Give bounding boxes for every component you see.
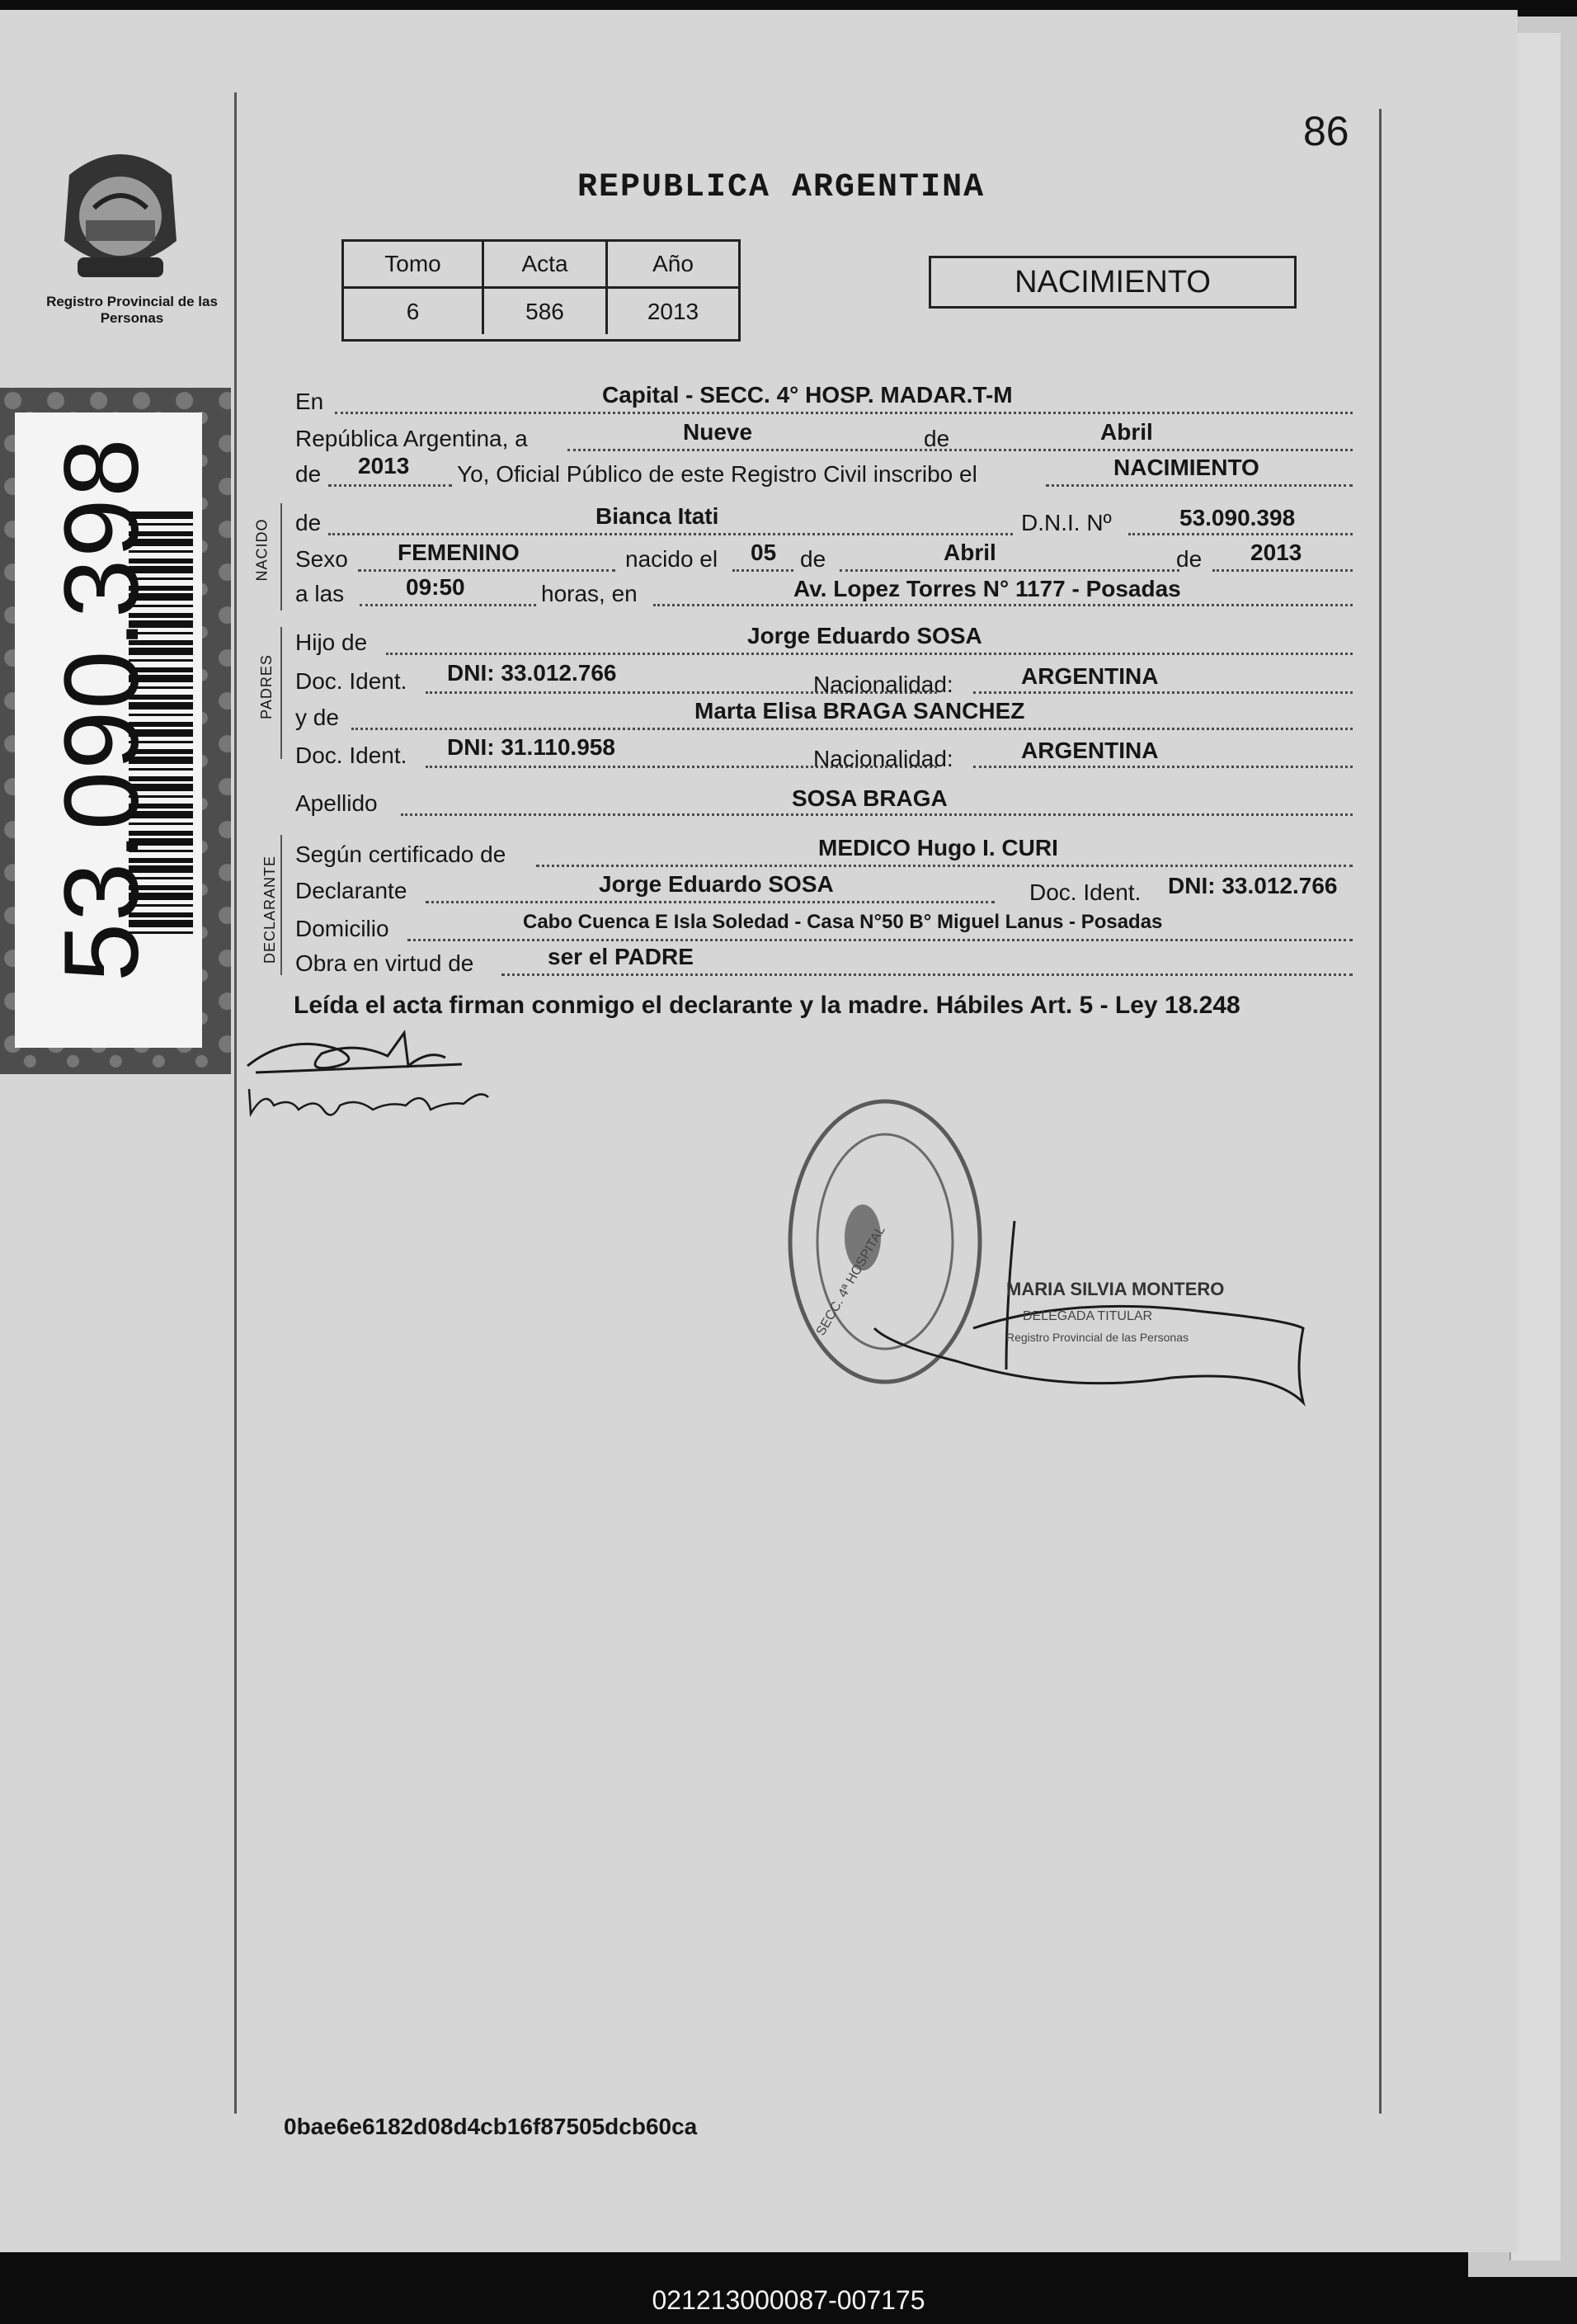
row-en xyxy=(295,384,1353,417)
day-value: Nueve xyxy=(683,419,753,445)
domicilio-value: Cabo Cuenca E Isla Soledad - Casa N°50 B° Miguel Lanus - Posadas xyxy=(523,911,1163,933)
right-margin-line xyxy=(1379,109,1382,2114)
record-type-box: NACIMIENTO xyxy=(929,256,1297,309)
country-title: REPUBLICA ARGENTINA xyxy=(577,169,986,206)
lugar-value: Av. Lopez Torres N° 1177 - Posadas xyxy=(793,576,1181,601)
declarante-doc: DNI: 33.012.766 xyxy=(1168,873,1338,898)
section-bar-padres xyxy=(280,627,282,759)
doc3-label: Doc. Ident. xyxy=(1029,879,1142,905)
alas-label: a las xyxy=(295,581,345,606)
de5-label: de xyxy=(1176,546,1203,572)
row-hora xyxy=(295,576,1353,609)
doc-label: Doc. Ident. xyxy=(295,668,407,694)
padre-doc: DNI: 33.012.766 xyxy=(447,660,617,686)
segun-label: Según certificado de xyxy=(295,841,506,867)
domicilio-label: Domicilio xyxy=(295,916,389,941)
month-value: Abril xyxy=(1100,419,1153,445)
svg-text:MARIA SILVIA MONTERO: MARIA SILVIA MONTERO xyxy=(1006,1279,1225,1299)
anio-value: 2013 xyxy=(647,298,699,324)
sexo-value: FEMENINO xyxy=(398,540,520,565)
left-margin-line xyxy=(234,92,237,2114)
page-number: 86 xyxy=(1303,108,1349,154)
row-madre xyxy=(295,700,1353,733)
nac-day: 05 xyxy=(751,540,777,565)
de4-label: de xyxy=(800,546,826,572)
row-domicilio xyxy=(295,911,1353,944)
row-certificado xyxy=(295,837,1353,870)
nac-month: Abril xyxy=(944,540,996,565)
svg-text:SECC. 4ª HOSPITAL: SECC. 4ª HOSPITAL xyxy=(813,1223,888,1338)
nac-year: 2013 xyxy=(1250,540,1302,565)
anio-header: Año xyxy=(608,242,738,289)
sexo-label: Sexo xyxy=(295,546,348,572)
row-obra xyxy=(295,945,1353,978)
nombre-value: Bianca Itati xyxy=(595,503,719,529)
de3-label: de xyxy=(295,510,322,535)
madre-signature xyxy=(241,1072,505,1138)
nac2-label: Nacionalidad: xyxy=(813,746,953,771)
section-bar-nacido xyxy=(280,503,282,610)
apellido-value: SOSA BRAGA xyxy=(792,785,948,811)
svg-text:Registro Provincial de las Per: Registro Provincial de las Personas xyxy=(1006,1331,1189,1344)
acta-header: Acta xyxy=(484,242,608,289)
row-madre-doc xyxy=(295,734,1353,771)
obra-value: ser el PADRE xyxy=(548,944,694,969)
en-value: Capital - SECC. 4° HOSP. MADAR.T-M xyxy=(602,382,1013,408)
provincial-coat-of-arms-icon xyxy=(53,142,188,286)
row-padre-doc xyxy=(295,660,1353,697)
de-label: de xyxy=(924,426,950,451)
row-nombre xyxy=(295,505,1353,538)
acta-value: 586 xyxy=(484,289,608,334)
section-label-declarante: DECLARANTE xyxy=(261,855,279,964)
apellido-label: Apellido xyxy=(295,790,378,816)
row-anio xyxy=(295,453,1353,489)
document-page xyxy=(0,10,1518,2252)
row-hijo xyxy=(295,625,1353,658)
obra-label: Obra en virtud de xyxy=(295,950,474,976)
row-apellido xyxy=(295,785,1353,818)
nac-label: Nacionalidad: xyxy=(813,672,953,697)
official-signature xyxy=(858,1204,1320,1411)
sticker-dni-number: 53.090.398 xyxy=(43,436,161,982)
oficial-text: Yo, Oficial Público de este Registro Civil inscribo el xyxy=(457,461,977,487)
inscribe-value: NACIMIENTO xyxy=(1113,455,1259,480)
padre-value: Jorge Eduardo SOSA xyxy=(747,623,982,648)
section-label-padres: PADRES xyxy=(257,654,275,719)
svg-text:DELEGADA TITULAR: DELEGADA TITULAR xyxy=(1023,1309,1153,1323)
dni-label: D.N.I. Nº xyxy=(1021,510,1112,535)
closing-statement: Leída el acta firman conmigo el declarante y la madre. Hábiles Art. 5 - Ley 18.248 xyxy=(294,992,1240,1019)
hora-value: 09:50 xyxy=(406,574,465,600)
section-label-nacido: NACIDO xyxy=(253,518,271,582)
certificado-value: MEDICO Hugo I. CURI xyxy=(818,835,1058,860)
row-declarante xyxy=(295,873,1353,906)
row-sexo xyxy=(295,541,1353,574)
hijo-label: Hijo de xyxy=(295,629,368,655)
registry-table xyxy=(341,239,741,342)
padre-nac: ARGENTINA xyxy=(1021,663,1159,689)
yde-label: y de xyxy=(295,705,339,730)
row-republica xyxy=(295,421,1353,454)
dni-value: 53.090.398 xyxy=(1179,505,1296,530)
tomo-header: Tomo xyxy=(344,242,484,289)
nacido-label: nacido el xyxy=(625,546,718,572)
year-value: 2013 xyxy=(358,453,410,478)
tomo-value: 6 xyxy=(344,289,484,334)
en-label: En xyxy=(295,389,324,414)
declarante-label: Declarante xyxy=(295,878,407,903)
republica-label: República Argentina, a xyxy=(295,426,528,451)
registry-name: Registro Provincial de las Personas xyxy=(46,294,218,326)
doc2-label: Doc. Ident. xyxy=(295,742,407,768)
section-bar-declarante xyxy=(280,835,282,975)
de2-label: de xyxy=(295,461,322,487)
madre-nac: ARGENTINA xyxy=(1021,738,1159,763)
declarante-value: Jorge Eduardo SOSA xyxy=(599,871,834,897)
document-hash: 0bae6e6182d08d4cb16f87505dcb60ca xyxy=(284,2114,698,2139)
madre-value: Marta Elisa BRAGA SANCHEZ xyxy=(694,698,1025,724)
horas-label: horas, en xyxy=(541,581,638,606)
madre-doc: DNI: 31.110.958 xyxy=(447,734,615,760)
scan-reference: 021213000087-007175 xyxy=(652,2285,925,2315)
